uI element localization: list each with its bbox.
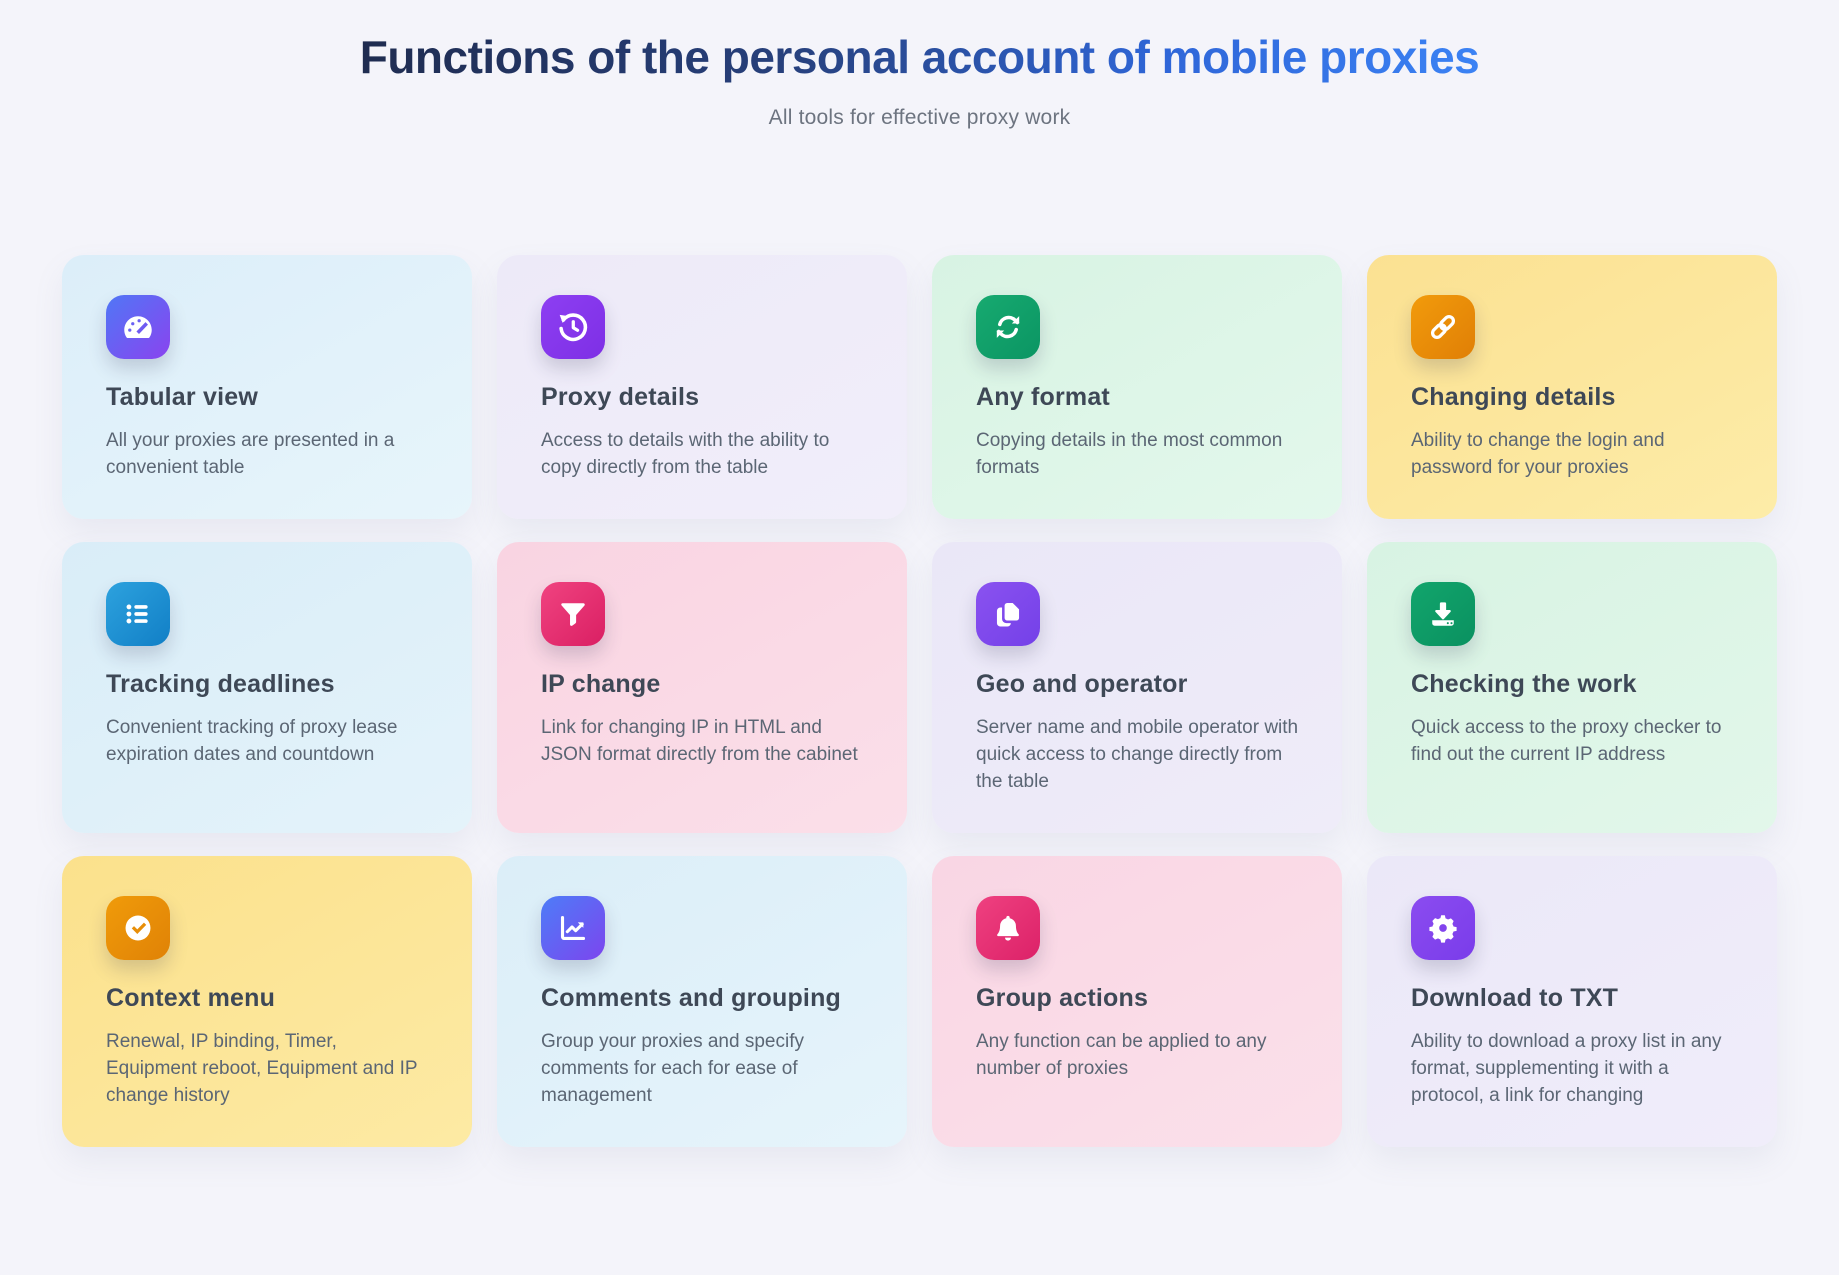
history-icon: [541, 295, 605, 359]
feature-card-title: Context menu: [106, 984, 276, 1012]
copy-icon: [976, 582, 1040, 646]
feature-card-description: Quick access to the proxy checker to find out the current IP address: [1411, 717, 1722, 765]
card-ip-change: [497, 542, 907, 833]
feature-card-title: Download to TXT: [1411, 984, 1619, 1012]
feature-card-title: Any format: [976, 383, 1110, 411]
feature-card-description: Ability to download a proxy list in any format, supplementing it with a protocol, a link for changing: [1411, 1031, 1722, 1106]
check-circle-icon: [106, 896, 170, 960]
feature-card-description: Server name and mobile operator with quick access to change directly from the table: [976, 717, 1299, 792]
feature-card-description: Link for changing IP in HTML and JSON format directly from the cabinet: [541, 717, 858, 765]
page-subtitle: All tools for effective proxy work: [768, 106, 1071, 129]
gear-icon: [1411, 896, 1475, 960]
feature-card-description: Renewal, IP binding, Timer, Equipment reboot, Equipment and IP change history: [106, 1031, 418, 1106]
feature-card-title: Group actions: [976, 984, 1149, 1012]
header: [0, 0, 1839, 130]
list-icon: [106, 582, 170, 646]
feature-card-description: Copying details in the most common formats: [976, 430, 1283, 478]
feature-card-title: Changing details: [1411, 383, 1616, 411]
feature-card-description: All your proxies are presented in a convenient table: [106, 430, 395, 478]
sync-icon: [976, 295, 1040, 359]
bell-icon: [976, 896, 1040, 960]
card-any-format: [932, 255, 1342, 519]
feature-card-description: Group your proxies and specify comments for each for ease of management: [541, 1031, 804, 1106]
feature-card-title: Comments and grouping: [541, 984, 842, 1012]
feature-card-title: IP change: [541, 670, 661, 698]
feature-card-title: Tabular view: [106, 383, 258, 411]
speedometer-icon: [106, 295, 170, 359]
feature-card-description: Access to details with the ability to copy directly from the table: [541, 430, 830, 478]
feature-card-title: Geo and operator: [976, 670, 1188, 698]
filter-icon: [541, 582, 605, 646]
page-title: Functions of the personal account of mobile proxies: [359, 31, 1480, 83]
card-changing-details: [1367, 255, 1777, 519]
card-tabular-view: [62, 255, 472, 519]
feature-card-title: Tracking deadlines: [106, 670, 335, 698]
chart-line-icon: [541, 896, 605, 960]
card-group-actions: [932, 856, 1342, 1147]
features-grid: [62, 255, 1777, 1147]
card-tracking-deadlines: [62, 542, 472, 833]
card-checking-the-work: [1367, 542, 1777, 833]
feature-card-description: Ability to change the login and password for your proxies: [1411, 430, 1665, 478]
download-icon: [1411, 582, 1475, 646]
card-geo-and-operator: [932, 542, 1342, 833]
feature-card-title: Checking the work: [1411, 670, 1637, 698]
feature-card-description: Any function can be applied to any number of proxies: [976, 1031, 1267, 1079]
link-icon: [1411, 295, 1475, 359]
card-comments-and-grouping: [497, 856, 907, 1147]
card-context-menu: [62, 856, 472, 1147]
feature-card-description: Convenient tracking of proxy lease expiration dates and countdown: [106, 717, 398, 765]
feature-card-title: Proxy details: [541, 383, 700, 411]
card-download-to-txt: [1367, 856, 1777, 1147]
card-proxy-details: [497, 255, 907, 519]
